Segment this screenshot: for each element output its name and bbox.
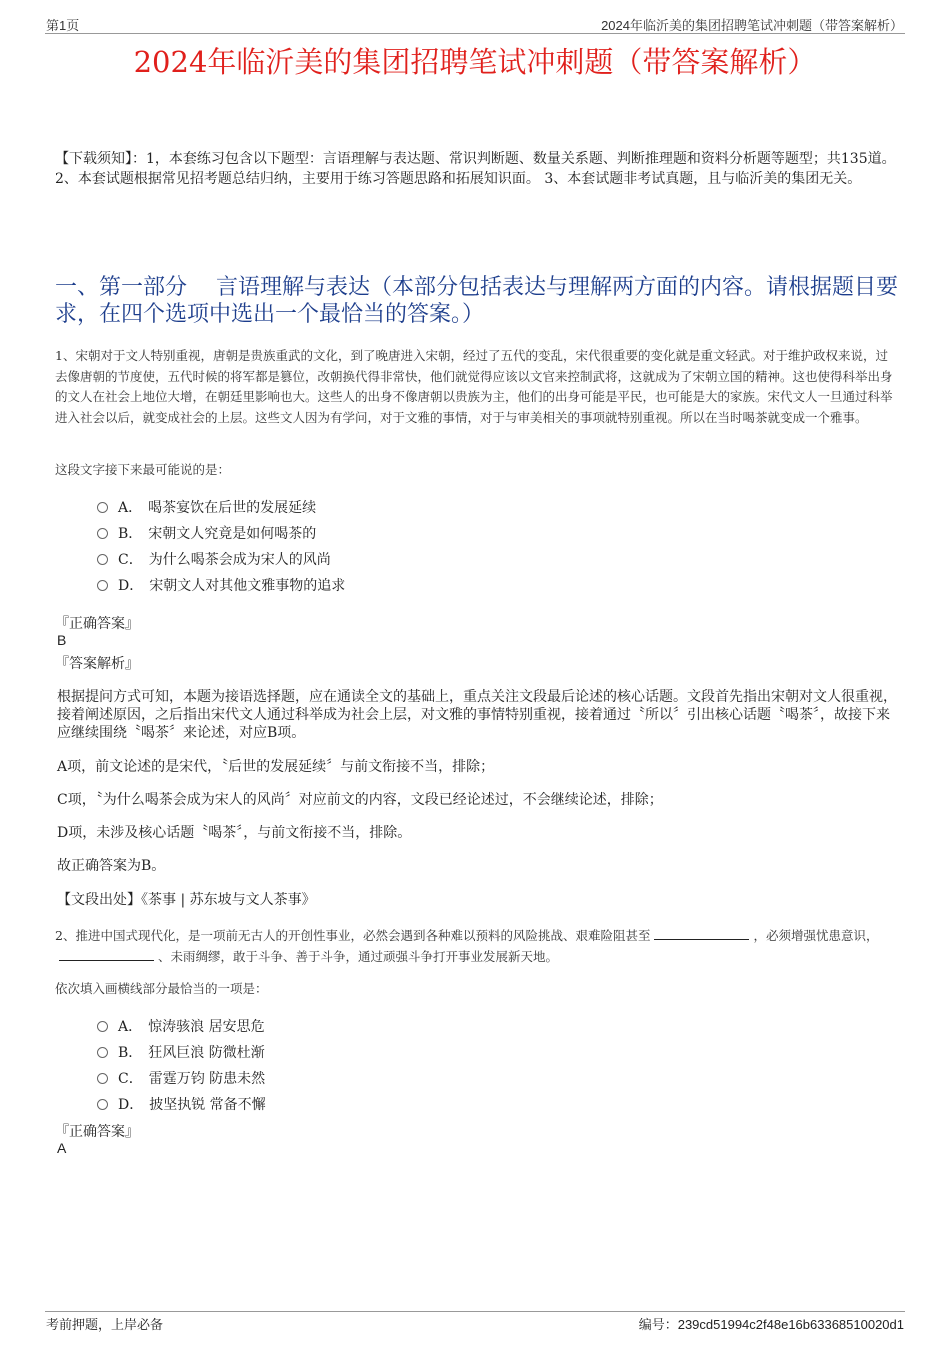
option-key: C． xyxy=(118,1071,143,1087)
radio-icon[interactable] xyxy=(97,1099,108,1110)
q1-option-d[interactable] xyxy=(97,575,345,595)
download-notice: 【下载须知】：1，本套练习包含以下题型：言语理解与表达题、常识判断题、数量关系题、判断推理题和资料分析题等题型；共135道。 2、本套试题根据常见招考题总结归纳，主要用于练习答题思路和拓展知识面。 3、本套试题非考试真题，且与临沂美的集团无关。 xyxy=(55,151,896,187)
q1-analysis-label: 『答案解析』 xyxy=(55,656,139,672)
page-number: 第1页 xyxy=(46,18,80,33)
q1-option-a[interactable] xyxy=(97,497,316,517)
q2-answer-label: 『正确答案』 xyxy=(55,1124,139,1140)
option-key: A． xyxy=(118,500,143,516)
section-heading: 一、第一部分 言语理解与表达（本部分包括表达与理解两方面的内容。请根据题目要求，在四个选项中选出一个最恰当的答案。） xyxy=(55,275,898,327)
q1-analysis-d: D项，未涉及核心话题〝喝茶〞，与前文衔接不当，排除。 xyxy=(57,825,412,841)
q1-option-c[interactable] xyxy=(97,549,331,569)
q1-option-b[interactable] xyxy=(97,523,316,543)
fill-blank-2 xyxy=(59,948,154,961)
footer-slogan: 考前押题，上岸必备 xyxy=(46,1318,164,1333)
option-text: 狂风巨浪 防微杜渐 xyxy=(148,1045,265,1061)
radio-icon[interactable] xyxy=(97,580,108,591)
option-key: D． xyxy=(118,1097,144,1113)
q2-text-part: ，必须增强忧患意识， xyxy=(753,928,879,943)
q1-answer-label: 『正确答案』 xyxy=(55,616,139,632)
q2-option-d[interactable] xyxy=(97,1094,266,1114)
q1-analysis-c: C项，〝为什么喝茶会成为宋人的风尚〞对应前文的内容，文段已经论述过，不会继续论述，排除； xyxy=(57,792,663,808)
q1-conclusion: 故正确答案为B。 xyxy=(57,858,166,874)
code-label: 编号： xyxy=(638,1318,678,1333)
fill-blank-1 xyxy=(654,927,749,940)
q1-answer: B xyxy=(57,632,67,648)
option-key: C． xyxy=(118,552,143,568)
option-key: D． xyxy=(118,578,144,594)
question-1-prompt: 这段文字接下来最可能说的是： xyxy=(55,462,231,477)
question-2-text xyxy=(55,926,895,967)
option-text: 喝茶宴饮在后世的发展延续 xyxy=(148,500,317,516)
option-text: 为什么喝茶会成为宋人的风尚 xyxy=(148,552,331,568)
option-key: B． xyxy=(118,1045,143,1061)
option-text: 惊涛骇浪 居安思危 xyxy=(148,1019,265,1035)
q2-text-part: 2、推进中国式现代化，是一项前无古人的开创性事业，必然会遇到各种难以预料的风险挑战、艰难险阻甚至 xyxy=(55,928,651,943)
radio-icon[interactable] xyxy=(97,1021,108,1032)
option-text: 宋朝文人究竟是如何喝茶的 xyxy=(148,526,317,542)
radio-icon[interactable] xyxy=(97,1047,108,1058)
radio-icon[interactable] xyxy=(97,554,108,565)
q1-analysis-a: A项，前文论述的是宋代，〝后世的发展延续〞与前文衔接不当，排除； xyxy=(57,759,495,775)
q2-answer: A xyxy=(57,1140,67,1156)
header-divider xyxy=(45,33,905,34)
q1-source: 【文段出处】《茶事 | 苏东坡与文人茶事》 xyxy=(57,892,316,908)
radio-icon[interactable] xyxy=(97,528,108,539)
q2-option-c[interactable] xyxy=(97,1068,265,1088)
code-value: 239cd51994c2f48e16b63368510020d1 xyxy=(677,1317,904,1332)
document-title: 2024年临沂美的集团招聘笔试冲刺题（带答案解析） xyxy=(133,45,817,79)
radio-icon[interactable] xyxy=(97,502,108,513)
footer-code xyxy=(639,1314,904,1333)
radio-icon[interactable] xyxy=(97,1073,108,1084)
running-header-title: 2024年临沂美的集团招聘笔试冲刺题（带答案解析） xyxy=(601,18,903,33)
option-key: B． xyxy=(118,526,143,542)
footer-divider xyxy=(45,1311,905,1312)
option-text: 宋朝文人对其他文雅事物的追求 xyxy=(149,578,346,594)
q2-option-b[interactable] xyxy=(97,1042,265,1062)
q2-text-part: 、未雨绸缪，敢于斗争、善于斗争，通过顽强斗争打开事业发展新天地。 xyxy=(158,948,559,964)
option-text: 披坚执锐 常备不懈 xyxy=(149,1097,266,1113)
question-1-text: 1、宋朝对于文人特别重视，唐朝是贵族重武的文化，到了晚唐进入宋朝，经过了五代的变乱，宋代很重要的变化就是重文轻武。对于维护政权来说，过去像唐朝的节度使，五代时候的将军都是篡位，改朝换代得非常快，他们就觉得应该以文官来控制武将，这就成为了宋朝立国的精神。这也使得科举出身的文人在社会上地位大增，在朝廷里影响也大。这些人的出身不像唐朝以贵族为主，他们的出身可能是平民，也可能是大的家族。宋代文人一旦通过科举进入社会以后，就变成社会的上层。这些文人因为有学问，对于文雅的事情，对于与审美相关的事项就特别重视。所以在当时喝茶就变成一个雅事。 xyxy=(55,348,893,425)
q1-analysis-paragraph: 根据提问方式可知，本题为接语选择题，应在通读全文的基础上，重点关注文段最后论述的核心话题。文段首先指出宋朝对文人很重视，接着阐述原因，之后指出宋代文人通过科举成为社会上层，对文雅的事情特别重视，接着通过〝所以〞引出核心话题〝喝茶〞，故接下来应继续围绕〝喝茶〞来论述，对应B项。 xyxy=(57,689,897,741)
q2-option-a[interactable] xyxy=(97,1016,265,1036)
option-text: 雷霆万钧 防患未然 xyxy=(148,1071,266,1087)
question-2-prompt: 依次填入画横线部分最恰当的一项是： xyxy=(55,981,268,996)
option-key: A． xyxy=(118,1019,143,1035)
